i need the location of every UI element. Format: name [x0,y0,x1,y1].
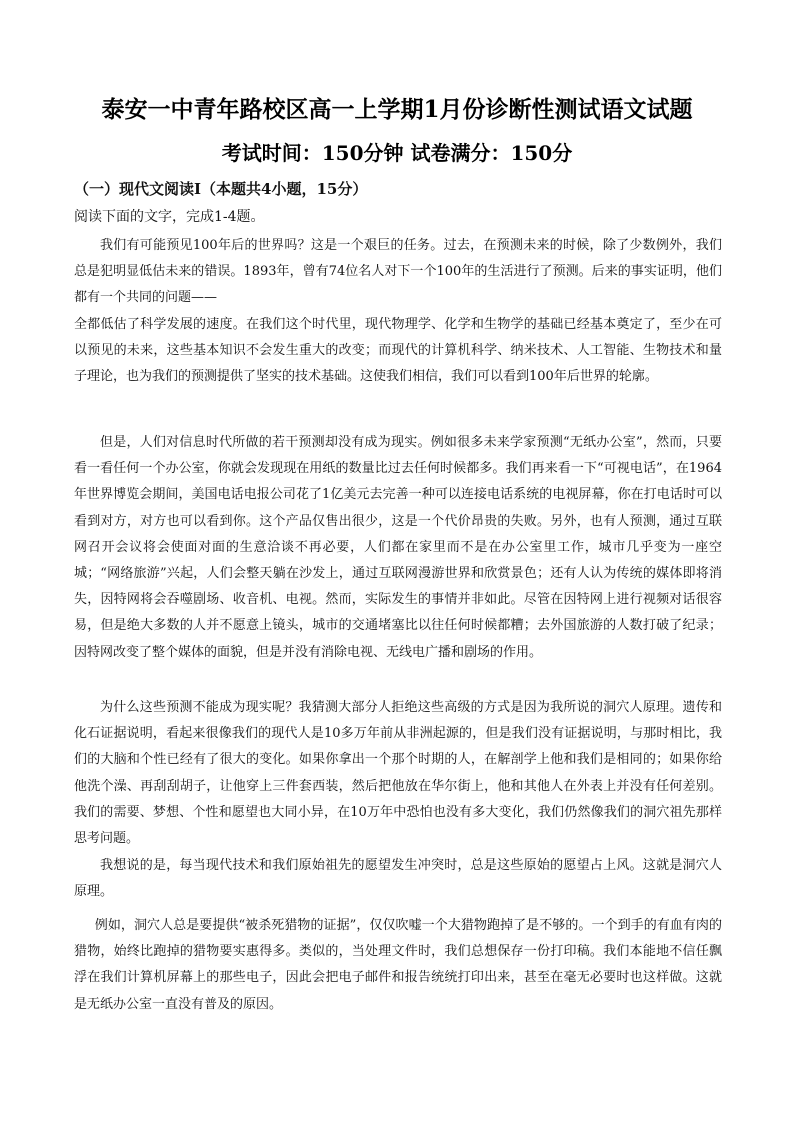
reading-passage-block-1 [74,233,722,390]
passage-paragraph: 为什么这些预测不能成为现实呢？我猜测大部分人拒绝这些高级的方式是因为我所说的洞穴人原理。遗传和化石证据说明，看起来很像我们的现代人是10多万年前从非洲起源的，但是我们没有证据说明，与那时相比，我们的大脑和个性已经有了很大的变化。如果你拿出一个那个时期的人，在解剖学上他和我们是相同的；如果你给他洗个澡、再刮刮胡子，让他穿上三件套西装，然后把他放在华尔街上，他和其他人在外表上并没有任何差别。我们的需要、梦想、个性和愿望也大同小异，在10万年中恐怕也没有多大变化，我们仍然像我们的洞穴祖先那样思考问题。 [74,700,722,847]
passage-paragraph: 但是，人们对信息时代所做的若干预测却没有成为现实。例如很多未来学家预测“无纸办公室”，然而，只要看一看任何一个办公室，你就会发现现在用纸的数量比过去任何时候都多。我们再来看一下“可视电话”，在1964年世界博览会期间，美国电话电报公司花了1亿美元去完善一种可以连接电话系统的电视屏幕，你在打电话时可以看到对方，对方也可以看到你。这个产品仅售出很少，这是一个代价昂贵的失败。另外，也有人预测，通过互联网召开会议将会使面对面的生意洽谈不再必要，人们都在家里而不是在办公室里工作，城市几乎变为一座空城；“网络旅游”兴起，人们会整天躺在沙发上，通过互联网漫游世界和欣赏景色；还有人认为传统的媒体即将消失，因特网将会吞噬剧场、收音机、电视。然而，实际发生的事情并非如此。尽管在因特网上进行视频对话很容易，但是绝大多数的人并不愿意上镜头，城市的交通堵塞比以往任何时候都糟；去外国旅游的人数打破了纪录；因特网改变了整个媒体的面貌，但是并没有消除电视、无线电广播和剧场的作用。 [74,435,722,660]
reading-passage-block-5 [74,913,722,1018]
reading-passage-block-2 [74,430,722,666]
exam-subtitle: 考试时间：150分钟 试卷满分：150分 [221,141,573,165]
reading-instruction: 阅读下面的文字，完成1-4题。 [74,209,265,225]
passage-paragraph: 我们有可能预见100年后的世界吗？这是一个艰巨的任务。过去，在预测未来的时候，除了少数例外，我们总是犯明显低估未来的错误。1893年，曾有74位名人对下一个100年的生活进行了预测。后来的事实证明，他们都有一个共同的问题—— [74,238,722,306]
exam-title: 泰安一中青年路校区高一上学期1月份诊断性测试语文试题 [101,96,693,123]
passage-paragraph: 我想说的是，每当现代技术和我们原始祖先的愿望发生冲突时，总是这些原始的愿望占上风。这就是洞穴人原理。 [74,858,722,900]
reading-passage-block-3 [74,695,722,852]
reading-passage-block-4 [74,853,722,905]
passage-paragraph: 例如，洞穴人总是要提供“被杀死猎物的证据”，仅仅吹嘘一个大猎物跑掉了是不够的。一个到手的有血有肉的猎物，始终比跑掉的猎物要实惠得多。类似的，当处理文件时，我们总想保存一份打印稿。我们本能地不信任飘浮在我们计算机屏幕上的那些电子，因此会把电子邮件和报告统统打印出来，甚至在毫无必要时也这样做。这就是无纸办公室一直没有普及的原因。 [74,918,722,1012]
section-heading: （一）现代文阅读Ⅰ（本题共4小题，15分） [74,180,368,198]
passage-paragraph: 全都低估了科学发展的速度。在我们这个时代里，现代物理学、化学和生物学的基础已经基本奠定了，至少在可以预见的未来，这些基本知识不会发生重大的改变；而现代的计算机科学、纳米技术、人工智能、生物技术和量子理论，也为我们的预测提供了坚实的技术基础。这使我们相信，我们可以看到100年后世界的轮廓。 [74,316,722,385]
